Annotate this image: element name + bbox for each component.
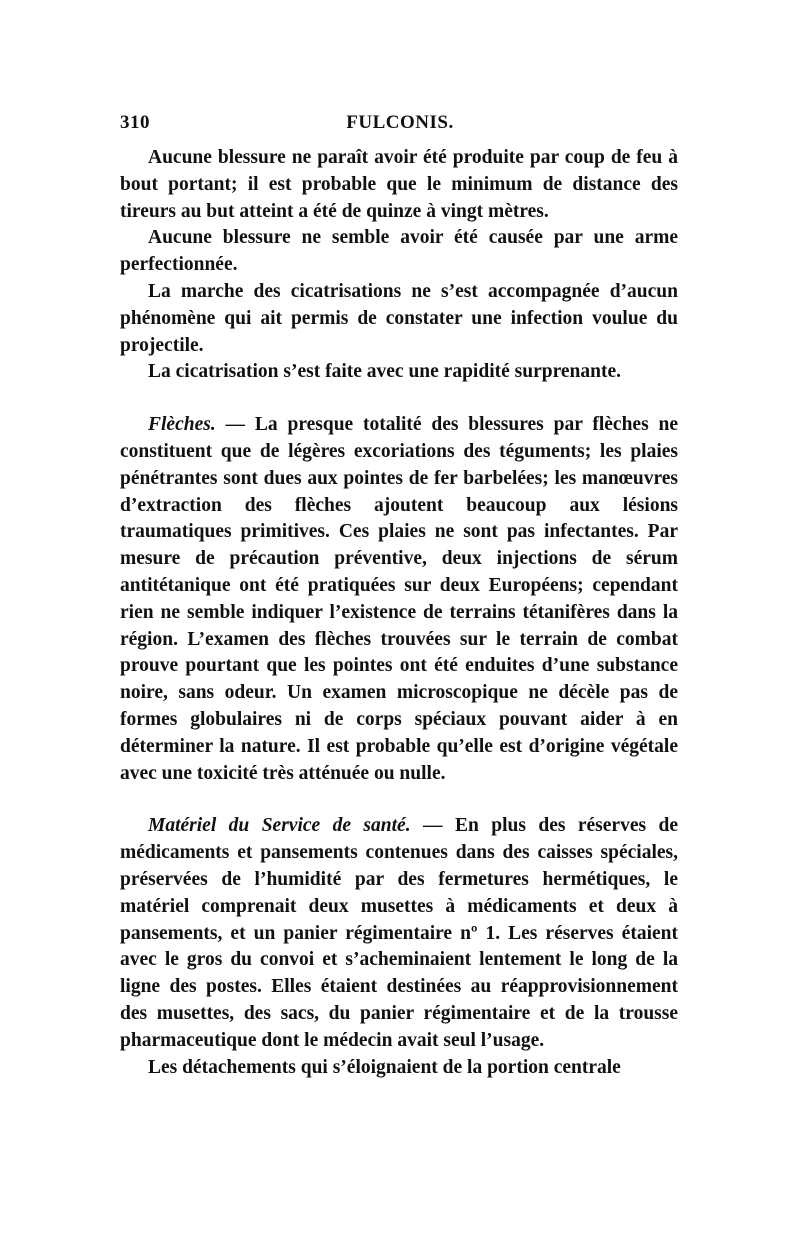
section-materiel <box>120 813 678 1054</box>
paragraph-text: Aucune blessure ne semble avoir été causée par une arme perfectionnée. <box>120 227 678 276</box>
section-heading: Matériel du Service de santé. <box>148 815 411 837</box>
paragraph-text: La marche des cicatrisations ne s’est accompagnée d’aucun phénomène qui ait permis de constater une infection voulue du projectile. <box>120 280 678 356</box>
paragraph-text: Aucune blessure ne paraît avoir été produite par coup de feu à bout portant; il est probable que le minimum de distance des tireurs au but atteint a été de quinze à vingt mètres. <box>120 147 678 222</box>
section-heading: Flèches. <box>148 414 216 436</box>
paragraph <box>120 359 678 386</box>
paragraph-text: — En plus des réserves de médicaments et pansements contenues dans des caisses spéciales, préservées de l’humidité par des fermetures hermétiques, le matériel comprenait deux musettes à médicaments et deux à pansements, et un panier régimentaire nº 1. Les réserves étaient avec le gros du convoi et s’acheminaient lentement le long de la ligne des postes. Elles étaient destinées au réapprovisionnement des musettes, des sacs, du panier régimentaire et de la trousse pharmaceutique dont le médecin avait seul l’usage. <box>120 815 679 1051</box>
section-fleches <box>120 412 678 787</box>
paragraph-text: Les détachements qui s’éloignaient de la portion centrale <box>148 1056 621 1078</box>
page-number: 310 <box>120 112 150 133</box>
paragraph <box>120 225 678 279</box>
paragraph <box>120 279 678 359</box>
body-text <box>120 145 678 1081</box>
running-title: FULCONIS. <box>346 112 454 133</box>
paragraph <box>120 145 678 225</box>
paragraph <box>120 1055 678 1082</box>
page-header <box>120 112 680 142</box>
paragraph-text: La cicatrisation s’est faite avec une rapidité surprenante. <box>148 361 621 383</box>
paragraph-text: — La presque totalité des blessures par flèches ne constituent que de légères excoriations des téguments; les plaies pénétrantes sont dues aux pointes de fer barbelées; les manœuvres d’extraction des flèches ajoutent beaucoup aux lésions traumatiques primitives. Ces plaies ne sont pas infectantes. Par mesure de précaution préventive, deux injections de sérum antitétanique ont été pratiquées sur deux Européens; cependant rien ne semble indiquer l’existence de terrains tétanifères dans la région. L’examen des flèches trouvées sur le terrain de combat prouve pourtant que les pointes ont été enduites d’une substance noire, sans odeur. Un examen microscopique ne décèle pas de formes globulaires ni de corps spéciaux pouvant aider à en déterminer la nature. Il est probable qu’elle est d’origine végétale avec une toxicité très atténuée ou nulle. <box>120 414 678 784</box>
